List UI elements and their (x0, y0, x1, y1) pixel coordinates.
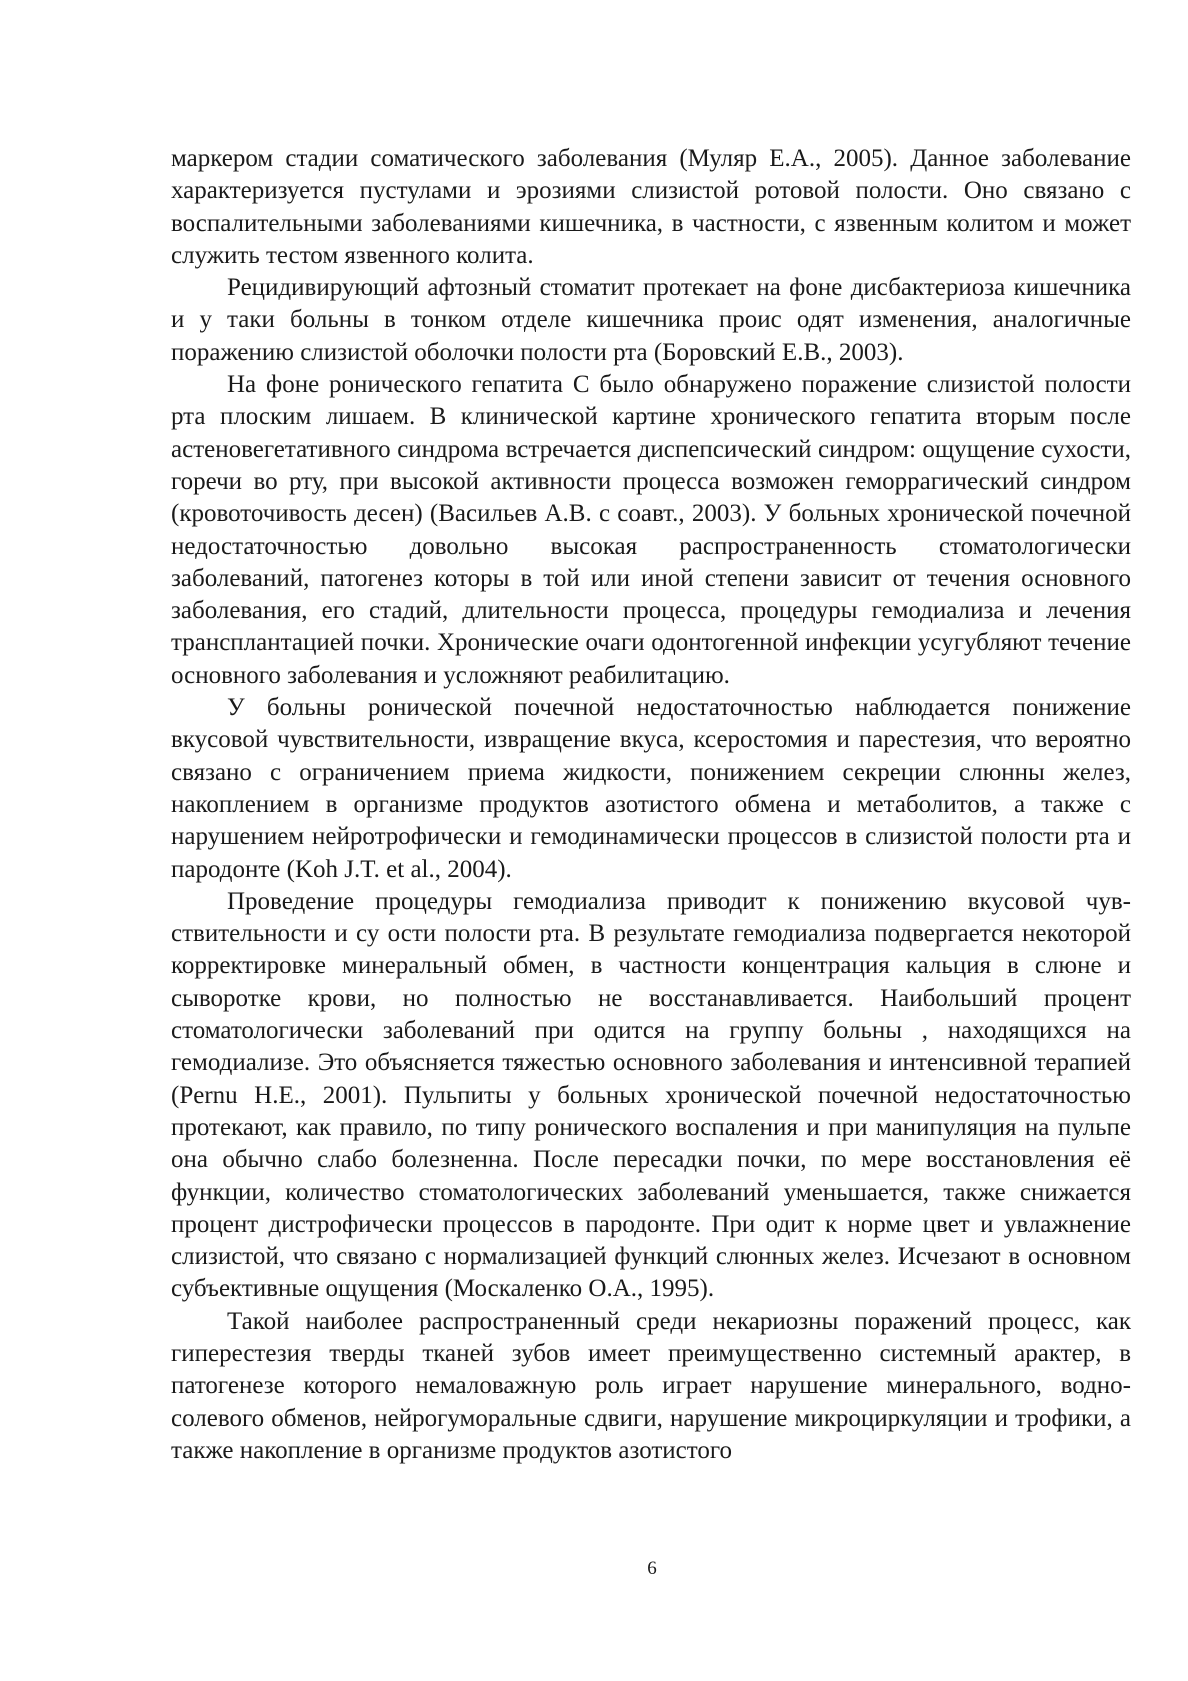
body-text (171, 143, 1131, 1467)
paragraph-1: маркером стадии соматического заболевания (Муляр Е.А., 2005). Данное заболевание характеризуется пустулами и эрозиями слизистой ротовой полости. Оно связано с воспалительными заболеваниями кишечника, в частности, с язвенным колитом и может служить тестом язвенного колита. (171, 145, 1131, 269)
paragraph-2: Рецидивирующий афтозный стоматит протекает на фоне дисбактериоза кишечника и у таки больны в тонком отделе кишечника проис одят изменения, аналогичные поражению слизистой оболочки полости рта (Боровский Е.В., 2003). (171, 274, 1131, 366)
page-number: 6 (647, 1558, 657, 1579)
paragraph-6: Такой наиболее распространенный среди некариозны поражений процесс, как гиперестезия тверды тканей зубов имеет преимущественно системный арактер, в патогенезе которого немаловажную роль играет нарушение минерального, водно-солевого обменов, нейрогуморальные сдвиги, нарушение микроциркуляции и трофики, а также накопление в организме продуктов азотистого (171, 1307, 1131, 1464)
paragraph-4: У больны ронической почечной недостаточностью наблюдается понижение вкусовой чувствительности, извращение вкуса, ксеростомия и парестезия, что вероятно связано с ограничением приема жидкости, понижением секреции слюнны желез, накоплением в организме продуктов азотистого обмена и метаболитов, а также с нарушением нейротрофически и гемодинамически процессов в слизистой полости рта и пародонте (Koh J.T. et al., 2004). (171, 694, 1131, 883)
paragraph-5: Проведение процедуры гемодиализа приводит к понижению вкусовой чувствительности и су ости полости рта. В результате гемодиализа подвергается некоторой корректировке минеральный обмен, в частности концентрация кальция в слюне и сыворотке крови, но полностью не восстанавливается. Наибольший процент стоматологически заболеваний при одится на группу больны , находящихся на гемодиализе. Это объясняется тяжестью основного заболевания и интенсивной терапией (Pernu H.E., 2001). Пульпиты у больных хронической почечной недостаточностью протекают, как правило, по типу ронического воспаления и при манипуляция на пульпе она обычно слабо болезненна. После пересадки почки, по мере восстановления её функции, количество стоматологических заболеваний уменьшается, также снижается процент дистрофически процессов в пародонте. При одит к норме цвет и увлажнение слизистой, что связано с нормализацией функций слюнных желез. Исчезают в основном субъективные ощущения (Москаленко О.А., 1995). (171, 887, 1131, 1303)
paragraph-3: На фоне ронического гепатита С было обнаружено поражение слизистой полости рта плоским лишаем. В клинической картине хронического гепатита вторым после астеновегетативного синдрома встречается диспепсический синдром: ощущение сухости, горечи во рту, при высокой активности процесса возможен геморрагический синдром (кровоточивость десен) (Васильев А.В. с соавт., 2003). У больных хронической почечной недостаточностью довольно высокая распространенность стоматологически заболеваний, патогенез которы в той или иной степени зависит от течения основного заболевания, его стадий, длительности процесса, процедуры гемодиализа и лечения трансплантацией почки. Хронические очаги одонтогенной инфекции усугубляют течение основного заболевания и усложняют реабилитацию. (171, 371, 1131, 689)
